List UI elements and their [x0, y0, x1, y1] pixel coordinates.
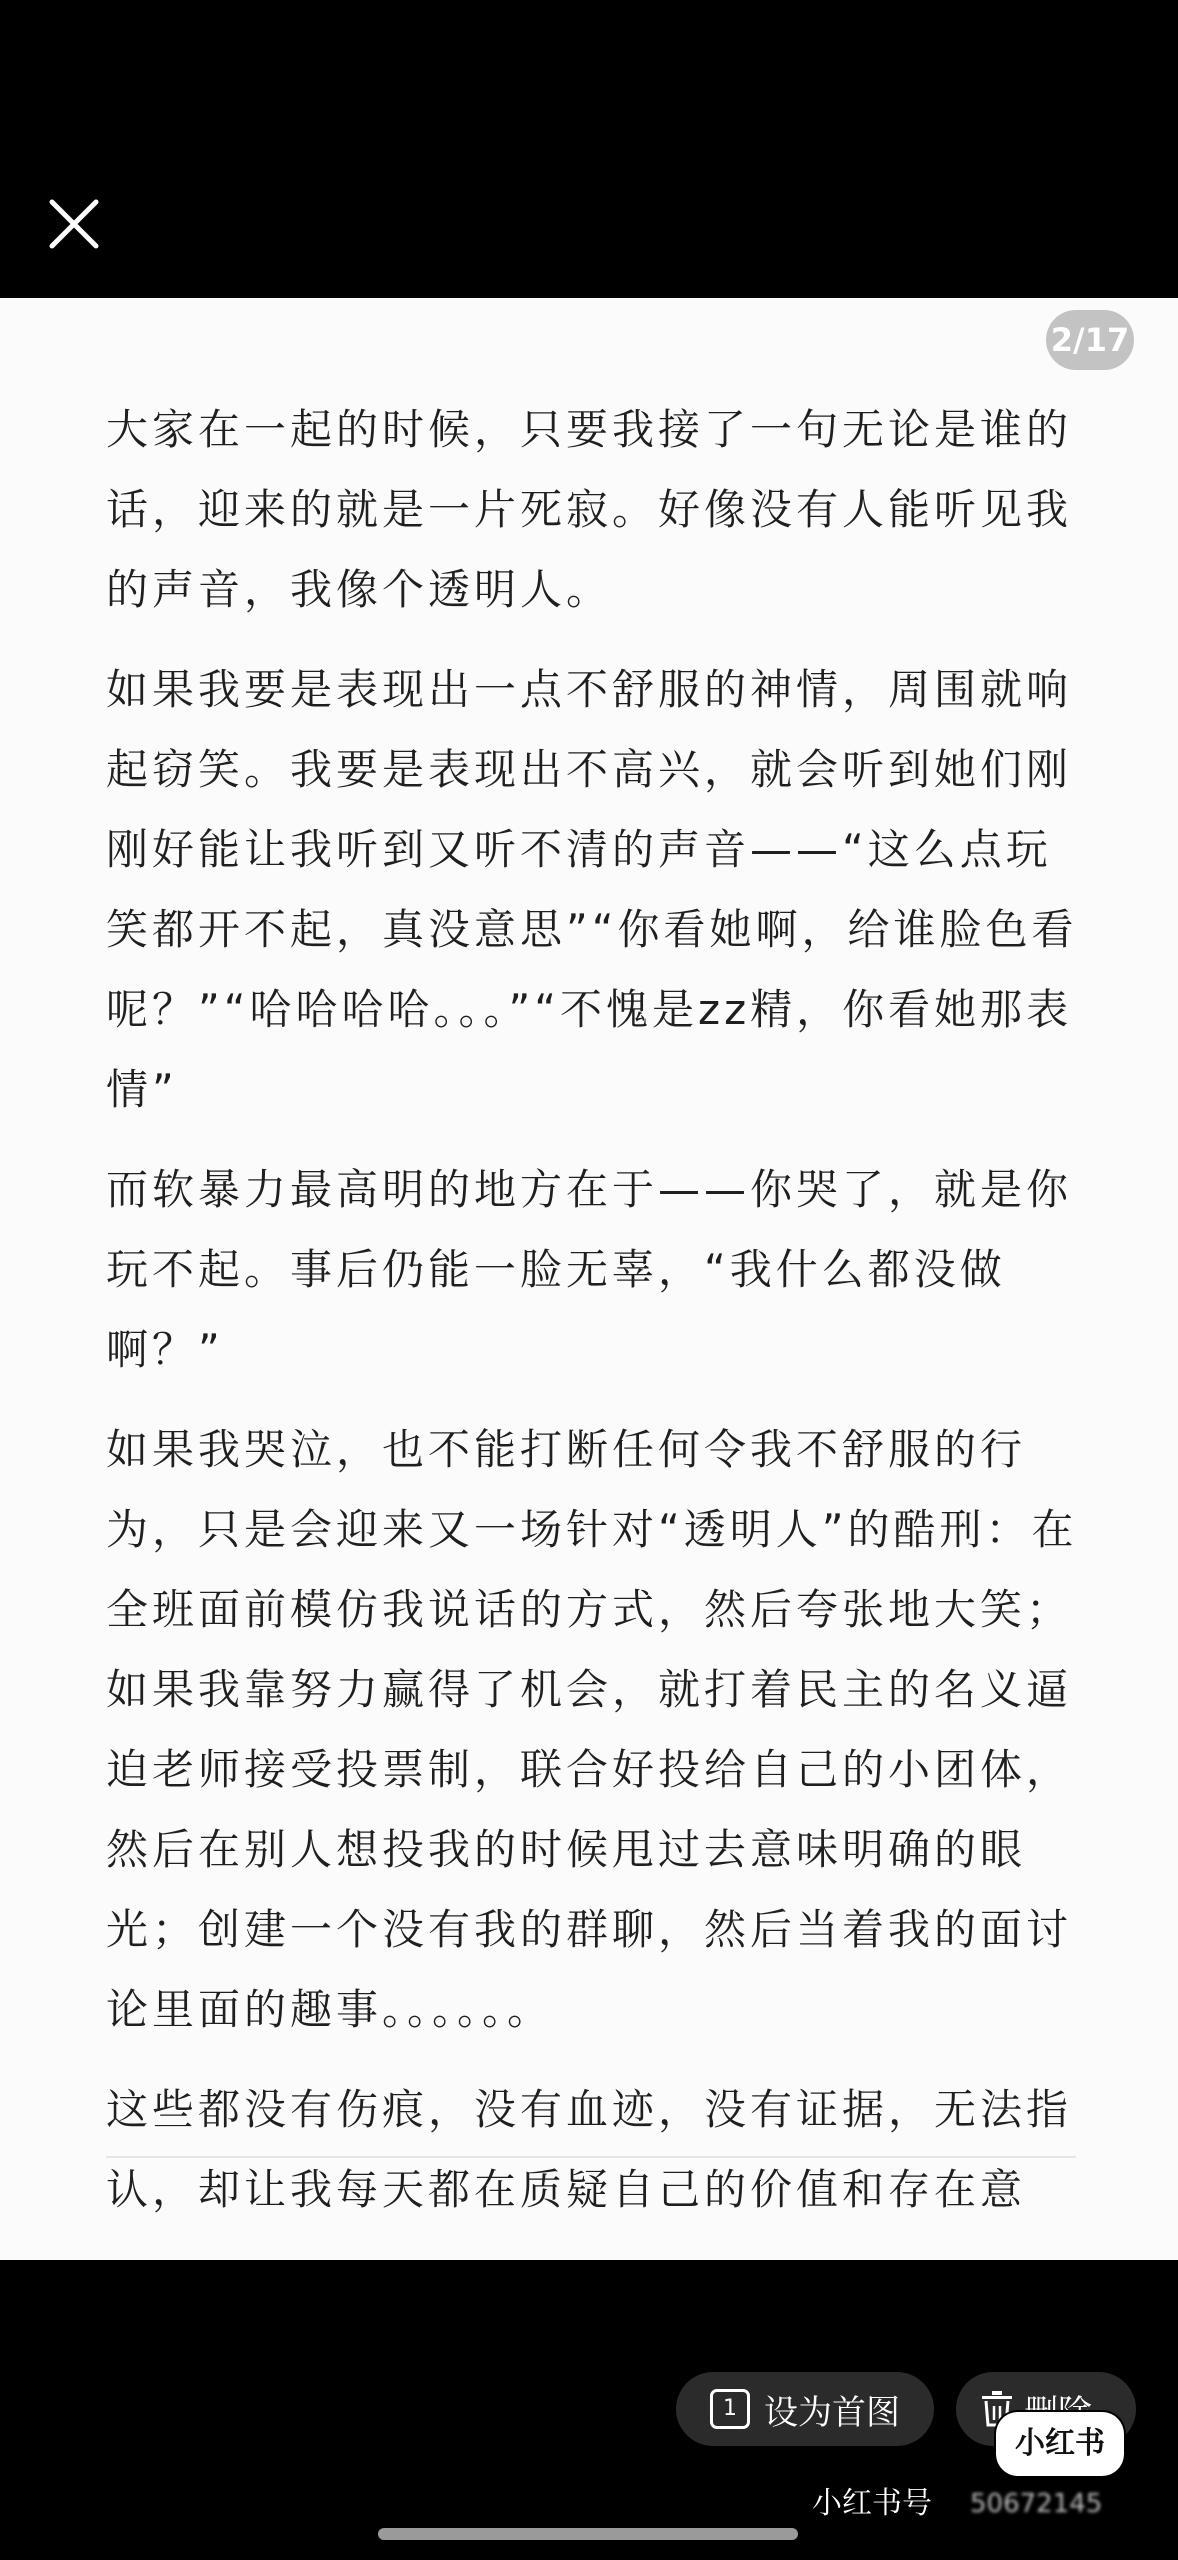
set-as-cover-label: 设为首图	[764, 2392, 900, 2433]
top-bar	[0, 0, 1178, 298]
close-button[interactable]	[46, 196, 102, 252]
home-indicator[interactable]	[378, 2528, 798, 2540]
divider	[106, 2156, 1076, 2158]
image-card	[0, 298, 1178, 2260]
number-one-icon: 1	[710, 2389, 750, 2429]
set-as-cover-button[interactable]	[676, 2372, 934, 2446]
bottom-action-bar	[0, 2260, 1178, 2560]
close-icon	[46, 196, 102, 252]
article-text	[106, 390, 1082, 2250]
paragraph-2: 如果我要是表现出一点不舒服的神情，周围就响起窃笑。我要是表现出不高兴，就会听到她们刚刚好能让我听到又听不清的声音——“这么点玩笑都开不起，真没意思”“你看她啊，给谁脸色看呢？”“哈哈哈哈。。。”“不愧是zz精，你看她那表情”	[106, 665, 1078, 1114]
watermark-label: 小红书号	[812, 2486, 932, 2521]
watermark-id: 50672145	[970, 2492, 1103, 2516]
paragraph-1: 大家在一起的时候，只要我接了一句无论是谁的话，迎来的就是一片死寂。好像没有人能听见我的声音，我像个透明人。	[106, 405, 1073, 614]
paragraph-4: 如果我哭泣，也不能打断任何令我不舒服的行为，只是会迎来又一场针对“透明人”的酷刑：在全班面前模仿我说话的方式，然后夸张地大笑；如果我靠努力赢得了机会，就打着民主的名义逼迫老师接受投票制，联合好投给自己的小团体，然后在别人想投我的时候甩过去意味明确的眼光；创建一个没有我的群聊，然后当着我的面讨论里面的趣事。。。。。。	[106, 1425, 1078, 2034]
paragraph-5: 这些都没有伤痕，没有血迹，没有证据，无法指认，却让我每天都在质疑自己的价值和存在意	[106, 2085, 1073, 2214]
paragraph-3: 而软暴力最高明的地方在于——你哭了，就是你玩不起。事后仍能一脸无辜，“我什么都没做啊？”	[106, 1165, 1073, 1374]
xiaohongshu-logo: 小红书	[996, 2412, 1124, 2476]
page-indicator: 2/17	[1046, 310, 1134, 370]
